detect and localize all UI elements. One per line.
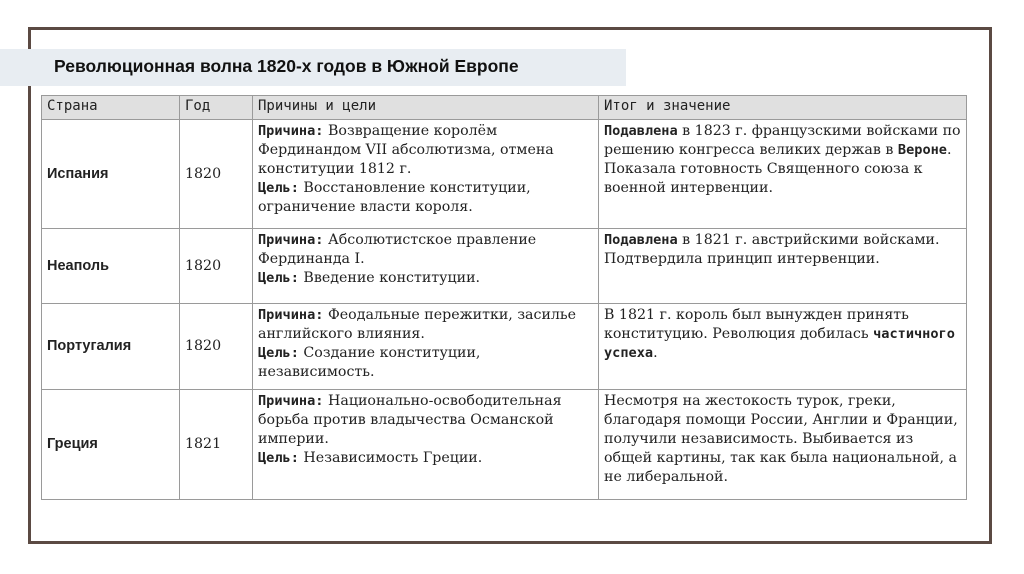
goal-text: Введение конституции.: [298, 270, 481, 286]
result-bold: частичного успеха: [604, 326, 955, 361]
country-cell: Португалия: [42, 304, 180, 390]
causes-cell: [253, 120, 599, 229]
cause-text: Национально-освободительная борьба против владычества Османской империи.: [258, 393, 562, 447]
result-cell: [599, 304, 967, 390]
table-row: [42, 390, 967, 500]
header-country: Страна: [42, 96, 180, 120]
header-causes: Причины и цели: [253, 96, 599, 120]
country-cell: Испания: [42, 120, 180, 229]
goal-text: Восстановление конституции, ограничение власти короля.: [258, 180, 531, 215]
goal-label: Цель:: [258, 450, 299, 466]
cause-text: Абсолютистское правление Фердинанда I.: [258, 232, 537, 267]
goal-label: Цель:: [258, 270, 299, 286]
data-table: [41, 95, 967, 500]
result-bold: Подавлена: [604, 123, 678, 139]
result-cell: [599, 390, 967, 500]
table-header-row: [42, 96, 967, 120]
result-text: в 1823 г. французскими войсками по решению конгресса великих держав в: [604, 123, 961, 158]
result-text: .: [653, 345, 658, 361]
country-cell: Неаполь: [42, 229, 180, 304]
result-bold: Вероне: [897, 142, 947, 158]
cause-label: Причина:: [258, 123, 324, 139]
table-row: [42, 229, 967, 304]
cause-label: Причина:: [258, 307, 324, 323]
goal-text: Независимость Греции.: [298, 450, 483, 466]
year-cell: 1820: [180, 120, 253, 229]
result-text: В 1821 г. король был вынужден принять конституцию. Революция добилась: [604, 307, 909, 342]
result-cell: [599, 229, 967, 304]
year-cell: 1821: [180, 390, 253, 500]
table-row: [42, 304, 967, 390]
header-year: Год: [180, 96, 253, 120]
causes-cell: [253, 390, 599, 500]
cause-text: Возвращение королём Фердинандом VII абсолютизма, отмена конституции 1812 г.: [258, 123, 554, 177]
result-bold: Подавлена: [604, 232, 678, 248]
country-cell: Греция: [42, 390, 180, 500]
year-cell: 1820: [180, 229, 253, 304]
causes-cell: [253, 229, 599, 304]
result-text: Несмотря на жестокость турок, греки, благодаря помощи России, Англии и Франции, получили независимость. Выбивается из общей картины, так как была национальной, а не либеральной.: [604, 393, 958, 485]
causes-cell: [253, 304, 599, 390]
result-text: . Показала готовность Священного союза к военной интервенции.: [604, 142, 952, 196]
year-cell: 1820: [180, 304, 253, 390]
cause-label: Причина:: [258, 232, 324, 248]
header-result: Итог и значение: [599, 96, 967, 120]
table-row: [42, 120, 967, 229]
cause-text: Феодальные пережитки, засилье английского влияния.: [258, 307, 577, 342]
goal-label: Цель:: [258, 180, 299, 196]
goal-text: Создание конституции, независимость.: [258, 345, 481, 380]
page-title: Революционная волна 1820-х годов в Южной Европе: [54, 56, 519, 76]
goal-label: Цель:: [258, 345, 299, 361]
result-text: в 1821 г. австрийскими войсками. Подтвердила принцип интервенции.: [604, 232, 940, 267]
cause-label: Причина:: [258, 393, 324, 409]
result-cell: [599, 120, 967, 229]
